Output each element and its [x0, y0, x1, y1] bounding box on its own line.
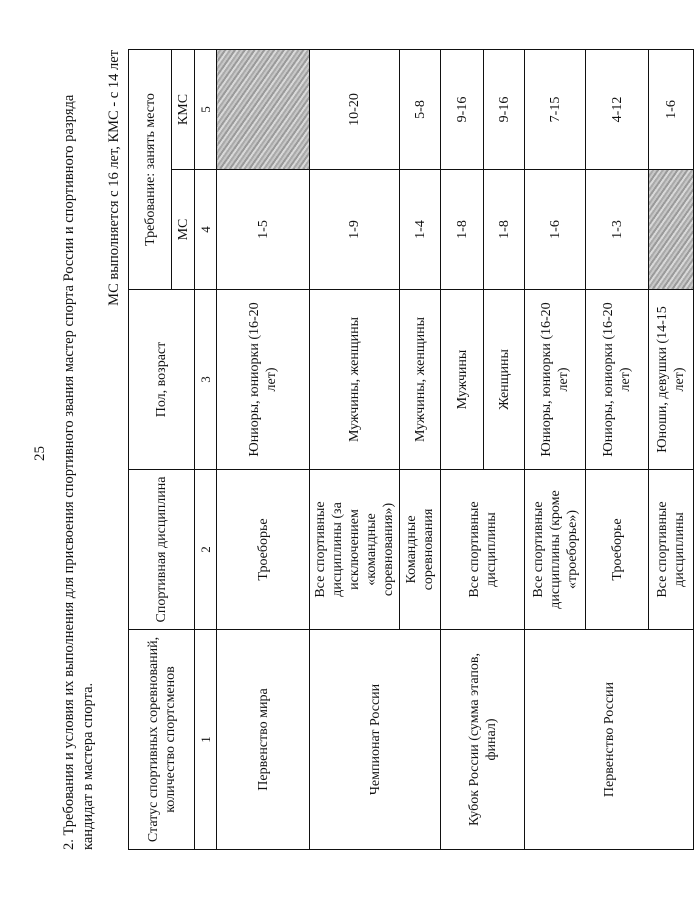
cell-kms: 10-20: [310, 50, 400, 170]
cell-status: Первенство России: [525, 630, 694, 850]
cell-discipline: Троеборье: [586, 470, 649, 630]
cell-ms: 1-5: [217, 170, 310, 290]
cell-gender: Юноши, девушки (14-15 лет): [649, 290, 694, 470]
cell-gender: Женщины: [484, 290, 525, 470]
cell-gender: Юниоры, юниорки (16-20 лет): [525, 290, 586, 470]
header-gender-age: Пол, возраст: [129, 290, 195, 470]
header-discipline: Спортивная дисциплина: [129, 470, 195, 630]
cell-ms: 1-8: [441, 170, 484, 290]
col-number-1: 1: [195, 630, 217, 850]
cell-discipline: Все спортивные дисциплины (за исключением «командные соревнования»): [310, 470, 400, 630]
cell-ms: 1-8: [484, 170, 525, 290]
table-row: [310, 50, 400, 850]
cell-status: Первенство мира: [217, 630, 310, 850]
cell-discipline: Троеборье: [217, 470, 310, 630]
cell-kms: 5-8: [400, 50, 441, 170]
requirements-table: [128, 49, 694, 850]
age-note: МС выполняется с 16 лет, КМС - с 14 лет: [106, 50, 122, 306]
col-number-3: 3: [195, 290, 217, 470]
col-number-2: 2: [195, 470, 217, 630]
cell-discipline: Командные соревнования: [400, 470, 441, 630]
table-row: [525, 50, 586, 850]
cell-gender: Юниоры, юниорки (16-20 лет): [217, 290, 310, 470]
cell-kms: 4-12: [586, 50, 649, 170]
cell-ms: 1-3: [586, 170, 649, 290]
cell-kms-shaded: [217, 50, 310, 170]
cell-kms: 9-16: [441, 50, 484, 170]
section-heading: 2. Требования и условия их выполнения для присвоения спортивного звания мастер спорта России и спортивного разряда кандидат в мастера спорта.: [61, 94, 96, 850]
page-number: 25: [31, 445, 48, 461]
cell-kms: 9-16: [484, 50, 525, 170]
cell-ms: 1-4: [400, 170, 441, 290]
cell-ms-shaded: [649, 170, 694, 290]
table-row: [217, 50, 310, 850]
cell-kms: 1-6: [649, 50, 694, 170]
cell-gender: Мужчины, женщины: [310, 290, 400, 470]
header-kms: КМС: [172, 50, 195, 170]
cell-ms: 1-6: [525, 170, 586, 290]
cell-status: Чемпионат России: [310, 630, 441, 850]
header-ms: МС: [172, 170, 195, 290]
cell-kms: 7-15: [525, 50, 586, 170]
cell-gender: Юниоры, юниорки (16-20 лет): [586, 290, 649, 470]
cell-discipline: Все спортивные дисциплины (кроме «троеборье»): [525, 470, 586, 630]
col-number-4: 4: [195, 170, 217, 290]
rotated-page-content: [60, 50, 687, 850]
header-status: Статус спортивных соревнований, количество спортсменов: [129, 630, 195, 850]
col-number-5: 5: [195, 50, 217, 170]
cell-ms: 1-9: [310, 170, 400, 290]
cell-discipline: Все спортивные дисциплины: [441, 470, 525, 630]
cell-discipline: Все спортивные дисциплины: [649, 470, 694, 630]
table-row: [441, 50, 484, 850]
cell-gender: Мужчины: [441, 290, 484, 470]
header-requirement: Требование: занять место: [129, 50, 172, 290]
cell-status: Кубок России (сумма этапов, финал): [441, 630, 525, 850]
cell-gender: Мужчины, женщины: [400, 290, 441, 470]
